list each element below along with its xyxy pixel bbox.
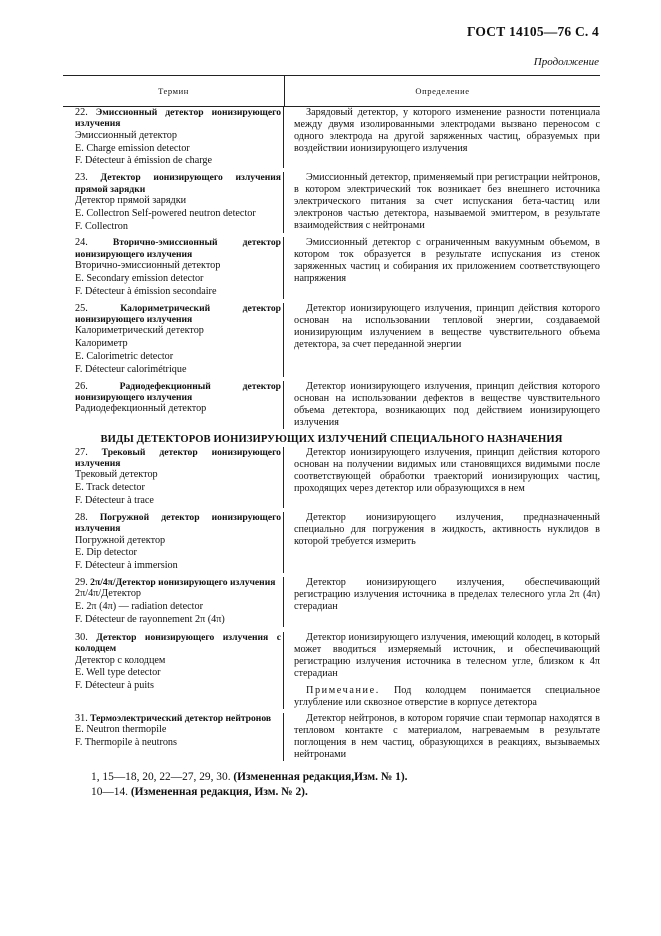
- term-synonym: 2π/4π/Детектор: [75, 588, 142, 600]
- term-title: [63, 512, 281, 535]
- table-body-general: [63, 107, 600, 431]
- term-name: Вторично-эмиссионный детектор ионизирующего излучения: [75, 237, 281, 260]
- table-body-special: [63, 447, 600, 763]
- term-synonym: Калориметр: [75, 338, 128, 350]
- term-synonym: F. Détecteur de rayonnement 2π (4π): [75, 614, 225, 626]
- term-synonym: E. Dip detector: [75, 547, 137, 559]
- term-cell: [63, 381, 284, 429]
- term-title: [63, 632, 281, 655]
- term-synonym: Калориметрический детектор: [75, 325, 204, 337]
- term-name: Эмиссионный детектор ионизирующего излучения: [75, 107, 281, 130]
- term-synonym: Радиодефекционный детектор: [75, 403, 207, 415]
- term-number: 27.: [75, 446, 88, 458]
- table-row: [63, 107, 600, 172]
- term-title: [63, 172, 281, 195]
- term-cell: [63, 512, 284, 573]
- term-name: Калориметрический детектор ионизирующего излучения: [75, 302, 281, 326]
- definition-text: Детектор ионизирующего излучения, имеющий колодец, в который может вводиться измеряемый источник, и обеспечивающий регистрацию излучения источника в телесном угле, близком к 4π стерадиан: [294, 631, 600, 679]
- term-cell: [63, 577, 284, 627]
- term-cell: [63, 632, 284, 709]
- term-synonym: Эмиссионный детектор: [75, 129, 177, 141]
- term-number: 22.: [75, 107, 88, 118]
- term-synonym: F. Détecteur à émission de charge: [75, 155, 213, 167]
- term-number: 26.: [75, 380, 88, 392]
- definition-note: [294, 685, 600, 709]
- term-synonym: Погружной детектор: [75, 534, 166, 546]
- term-name: 2π/4π/Детектор ионизирующего излучения: [90, 577, 276, 589]
- term-number: 29.: [75, 577, 88, 589]
- term-synonym: E. Secondary emission detector: [75, 273, 204, 285]
- definition-cell: [284, 512, 600, 573]
- definition-text: Детектор нейтронов, в котором горячие спаи термопар находятся в тепловом контакте с материалом, нагреваемым в результате поглощения в нем частиц, образующихся в реакциях, вызываемых нейтронами: [294, 712, 600, 760]
- term-synonym: F. Thermopile à neutrons: [75, 737, 177, 749]
- table-row: [63, 237, 600, 302]
- term-title: [63, 381, 281, 404]
- definition-text: Детектор ионизирующего излучения, предназначенный специально для погружения в жидкость, активность нуклидов в которой требуется измерить: [294, 511, 600, 547]
- term-synonym: Детектор с колодцем: [75, 654, 166, 666]
- term-cell: [63, 713, 284, 761]
- term-number: 24.: [75, 237, 88, 249]
- term-name: Детектор ионизирующего излучения с колодцем: [75, 631, 281, 655]
- definition-cell: [284, 237, 600, 298]
- table-row: [63, 512, 600, 577]
- term-title: [63, 447, 281, 470]
- page-header: ГОСТ 14105—76 С. 4: [466, 24, 599, 39]
- definition-text: Эмиссионный детектор, применяемый при регистрации нейтронов, в котором электрический ток возникает без внешнего источника электрического питания за счет испускания бета-частиц или электронов частью детектора, называемой эмиттером, в результате взаимодействия с нейтронами: [294, 172, 600, 232]
- term-synonym: F. Collectron: [75, 220, 128, 232]
- definition-text: Эмиссионный детектор с ограниченным вакуумным объемом, в котором ток образуется в результате испускания из стенок заряженных частиц и собирания их приложением соответствующего напряжения: [294, 237, 600, 285]
- footnote-2: [91, 785, 407, 800]
- term-name: Детектор ионизирующего излучения прямой зарядки: [75, 172, 281, 195]
- table-row: [63, 172, 600, 237]
- term-title: [63, 577, 281, 588]
- term-synonym: E. Collectron Self-powered neutron detector: [75, 207, 256, 219]
- terms-table: [63, 75, 600, 763]
- term-title: [63, 237, 281, 260]
- column-header-term: Термин: [63, 76, 285, 106]
- definition-text: Зарядовый детектор, у которого изменение разности потенциала между двумя изолированными электродами вызвано переносом с одного электрода на другой заряженных частиц, образуемых при воздействии ионизирующего излучения: [294, 107, 600, 154]
- definition-cell: [284, 303, 600, 377]
- table-row: [63, 577, 600, 632]
- term-number: 23.: [75, 172, 88, 184]
- definition-text: Детектор ионизирующего излучения, обеспечивающий регистрацию излучения источника в пределах телесного угла 2π (4π) стерадиан: [294, 577, 600, 613]
- term-cell: [63, 237, 284, 298]
- table-row: [63, 447, 600, 512]
- definition-cell: [284, 107, 600, 168]
- term-title: [63, 303, 281, 326]
- footnote-refs: 1, 15—18, 20, 22—27, 29, 30.: [91, 771, 234, 783]
- term-number: 25.: [75, 302, 88, 314]
- term-cell: [63, 172, 284, 233]
- footnote-refs: 10—14.: [91, 786, 131, 798]
- term-title: [63, 713, 281, 724]
- continued-label: Продолжение: [533, 56, 599, 68]
- definition-cell: [284, 172, 600, 233]
- definition-cell: [284, 632, 600, 709]
- term-synonym: Трековый детектор: [75, 469, 158, 481]
- footnote-edition: (Измененная редакция,Изм. № 1).: [233, 771, 408, 783]
- term-synonym: Детектор прямой зарядки: [75, 195, 187, 207]
- term-cell: [63, 447, 284, 508]
- term-synonym: E. 2π (4π) — radiation detector: [75, 601, 203, 613]
- term-name: Погружной детектор ионизирующего излучения: [75, 511, 281, 535]
- table-row: [63, 381, 600, 431]
- footnote-1: [91, 770, 407, 785]
- note-text: Под колодцем понимается специальное углубление или сквозное отверстие в корпусе детектора: [294, 684, 600, 708]
- term-number: 31.: [75, 712, 88, 724]
- term-synonym: F. Détecteur à puits: [75, 680, 154, 692]
- term-name: Трековый детектор ионизирующего излучения: [75, 446, 281, 470]
- note-label: Примечание.: [306, 684, 380, 696]
- definition-text: Детектор ионизирующего излучения, принцип действия которого основан на использовании тепловой энергии, создаваемой ионизирующим излучением в веществе чувствительного объема детектора, за счет переданной энергии: [294, 302, 600, 350]
- definition-cell: [284, 447, 600, 508]
- term-synonym: E. Well type detector: [75, 667, 161, 679]
- column-header-definition: Определение: [415, 86, 470, 96]
- table-row: [63, 713, 600, 763]
- footnotes: [91, 770, 407, 800]
- term-cell: [63, 107, 284, 168]
- term-synonym: E. Neutron thermopile: [75, 724, 167, 736]
- table-row: [63, 303, 600, 381]
- footnote-edition: (Измененная редакция, Изм. № 2).: [130, 786, 308, 798]
- definition-cell: [284, 713, 600, 761]
- definition-text: Детектор ионизирующего излучения, принцип действия которого основан на получении видимых или становящихся видимыми после соответствующей обработки траекторий ионизирующих частиц, проходящих через детектор или образующихся в нем: [294, 446, 600, 494]
- term-synonym: F. Détecteur à immersion: [75, 560, 178, 572]
- term-number: 30.: [75, 631, 88, 643]
- term-number: 28.: [75, 511, 88, 523]
- section-title: ВИДЫ ДЕТЕКТОРОВ ИОНИЗИРУЮЩИХ ИЗЛУЧЕНИЙ СПЕЦИАЛЬНОГО НАЗНАЧЕНИЯ: [100, 433, 563, 445]
- term-name: Радиодефекционный детектор ионизирующего излучения: [75, 380, 281, 404]
- table-header: [63, 76, 600, 107]
- term-synonym: F. Détecteur calorimétrique: [75, 363, 187, 375]
- definition-text: Детектор ионизирующего излучения, принцип действия которого основан на использовании дефектов в веществе чувствительного объема детектора, возникающих под действием ионизирующего излучения: [294, 380, 600, 428]
- term-title: [63, 107, 281, 130]
- term-synonym: E. Track detector: [75, 482, 145, 494]
- term-synonym: F. Détecteur à trace: [75, 495, 154, 507]
- term-synonym: E. Calorimetric detector: [75, 351, 174, 363]
- definition-cell: [284, 381, 600, 429]
- definition-cell: [284, 577, 600, 627]
- term-name: Термоэлектрический детектор нейтронов: [90, 712, 272, 724]
- term-synonym: F. Détecteur à émission secondaire: [75, 285, 217, 297]
- table-row: [63, 632, 600, 713]
- term-synonym: E. Charge emission detector: [75, 142, 190, 154]
- term-synonym: Вторично-эмиссионный детектор: [75, 260, 221, 272]
- term-cell: [63, 303, 284, 377]
